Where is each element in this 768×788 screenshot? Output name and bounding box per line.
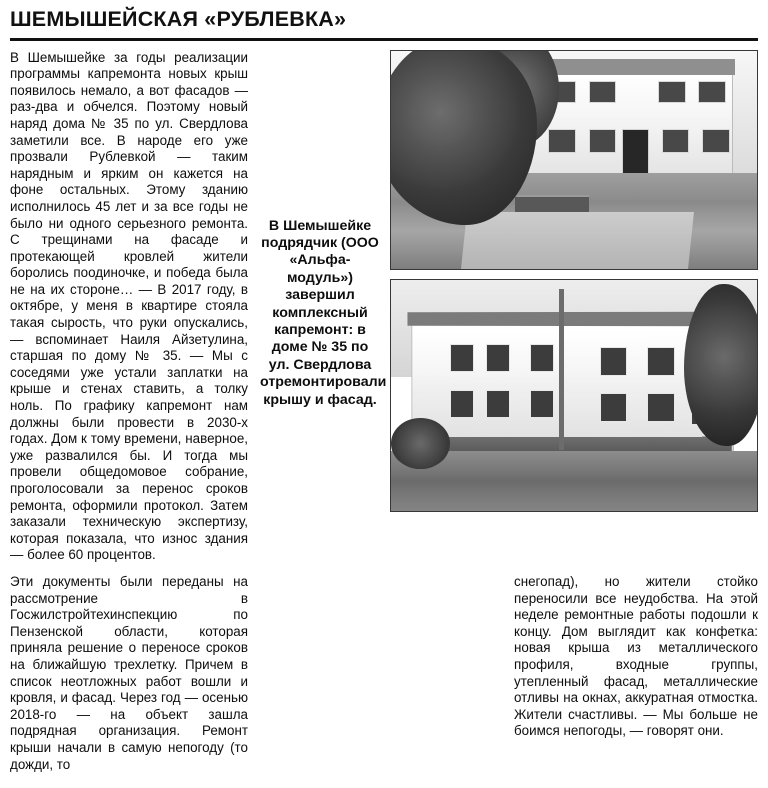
upper-section bbox=[10, 50, 758, 564]
window-icon bbox=[647, 347, 675, 377]
window-icon bbox=[662, 129, 690, 153]
pullquote-column bbox=[260, 50, 390, 409]
building-roof bbox=[407, 312, 735, 326]
window-icon bbox=[486, 344, 510, 371]
photo-building-side bbox=[390, 279, 758, 512]
pole-object bbox=[559, 289, 563, 451]
lower-text-one: Эти документы были переданы на рассмотрение в Госжилстройтехинспекцию по Пензенской области, которая приняла решение о переносе сроков на ближайшую трехлетку. Причем в список неотложных работ вошли и кровля, и фасад. Через год — осенью 2018-го — на объект зашла подрядная организация. Ремонт крыши начали в самую непогоду (то дожди, то bbox=[10, 573, 248, 772]
window-icon bbox=[548, 129, 576, 153]
lower-column-one bbox=[10, 574, 260, 773]
window-icon bbox=[658, 81, 686, 103]
window-icon bbox=[589, 81, 617, 103]
lower-section bbox=[10, 574, 758, 773]
page-title: ШЕМЫШЕЙСКАЯ «РУБЛЕВКА» bbox=[10, 7, 347, 31]
article-body-first: В Шемышейке за годы реализации программы капремонта новых крыш появилось немало, а вот фасадов — раз-два и обчелся. Поэтому новый наряд дома № 35 по ул. Свердлова заметили все. В народе его уже прозвали Рублевкой — таким нарядным и ярким он кажется на фоне остальных. Этому зданию исполнилось 45 лет и за все годы не было ни одного серьезного ремонта. С трещинами на фасаде и протекающей кровлей жители боролись поодиночке, и победа была не на их стороне… — В 2017 году, в октябре, у меня в квартире стояла такая сырость, что руки опускались, — вспоминает Наиля Айзетулина, старшая по дому № 35. — Мы с соседями уже устали заплатки на крыше и стенах ставить, а толку ноль. По графику капремонт нам должны были провести в 2030-х годах. Дом к тому времени, наверное, уже развалился бы. И тогда мы провели общедомовое собрание, проголосовали за перенос сроков ремонта, оформили протокол. Затем заказали техническую экспертизу, которая показала, что износ здания — более 60 процентов. bbox=[10, 49, 248, 563]
window-icon bbox=[600, 393, 628, 423]
article-column-one bbox=[10, 50, 260, 564]
window-icon bbox=[600, 347, 628, 377]
bush-object bbox=[391, 418, 450, 469]
window-icon bbox=[702, 129, 730, 153]
headline-container bbox=[10, 8, 758, 41]
lower-column-two bbox=[260, 574, 514, 773]
window-icon bbox=[698, 81, 726, 103]
window-icon bbox=[589, 129, 617, 153]
window-icon bbox=[647, 393, 675, 423]
window-icon bbox=[530, 344, 554, 371]
photo-column bbox=[390, 50, 758, 512]
photo-building-front bbox=[390, 50, 758, 270]
bench-object bbox=[515, 195, 588, 212]
window-icon bbox=[450, 344, 474, 371]
lower-text-three: снегопад), но жители стойко переносили все неудобства. На этой неделе ремонтные работы подошли к концу. Дом выглядит как конфетка: новая крыша из металлического профиля, входные группы, утепленный фасад, металлические отливы на окнах, аккуратная отмостка. Жители счастливы. — Мы больше не боимся непогоды, — говорят они. bbox=[514, 573, 758, 739]
window-icon bbox=[530, 390, 554, 417]
lower-column-three bbox=[514, 574, 758, 773]
window-icon bbox=[450, 390, 474, 417]
pullquote: В Шемышейке подрядчик (ООО «Альфа-модуль») завершил комплексный капремонт: в доме № 35 по ул. Свердлова отремонтировали крышу и фасад. bbox=[260, 217, 387, 408]
path-region bbox=[461, 212, 694, 269]
window-icon bbox=[486, 390, 510, 417]
ground-region bbox=[391, 451, 757, 511]
tree-object bbox=[684, 284, 758, 446]
